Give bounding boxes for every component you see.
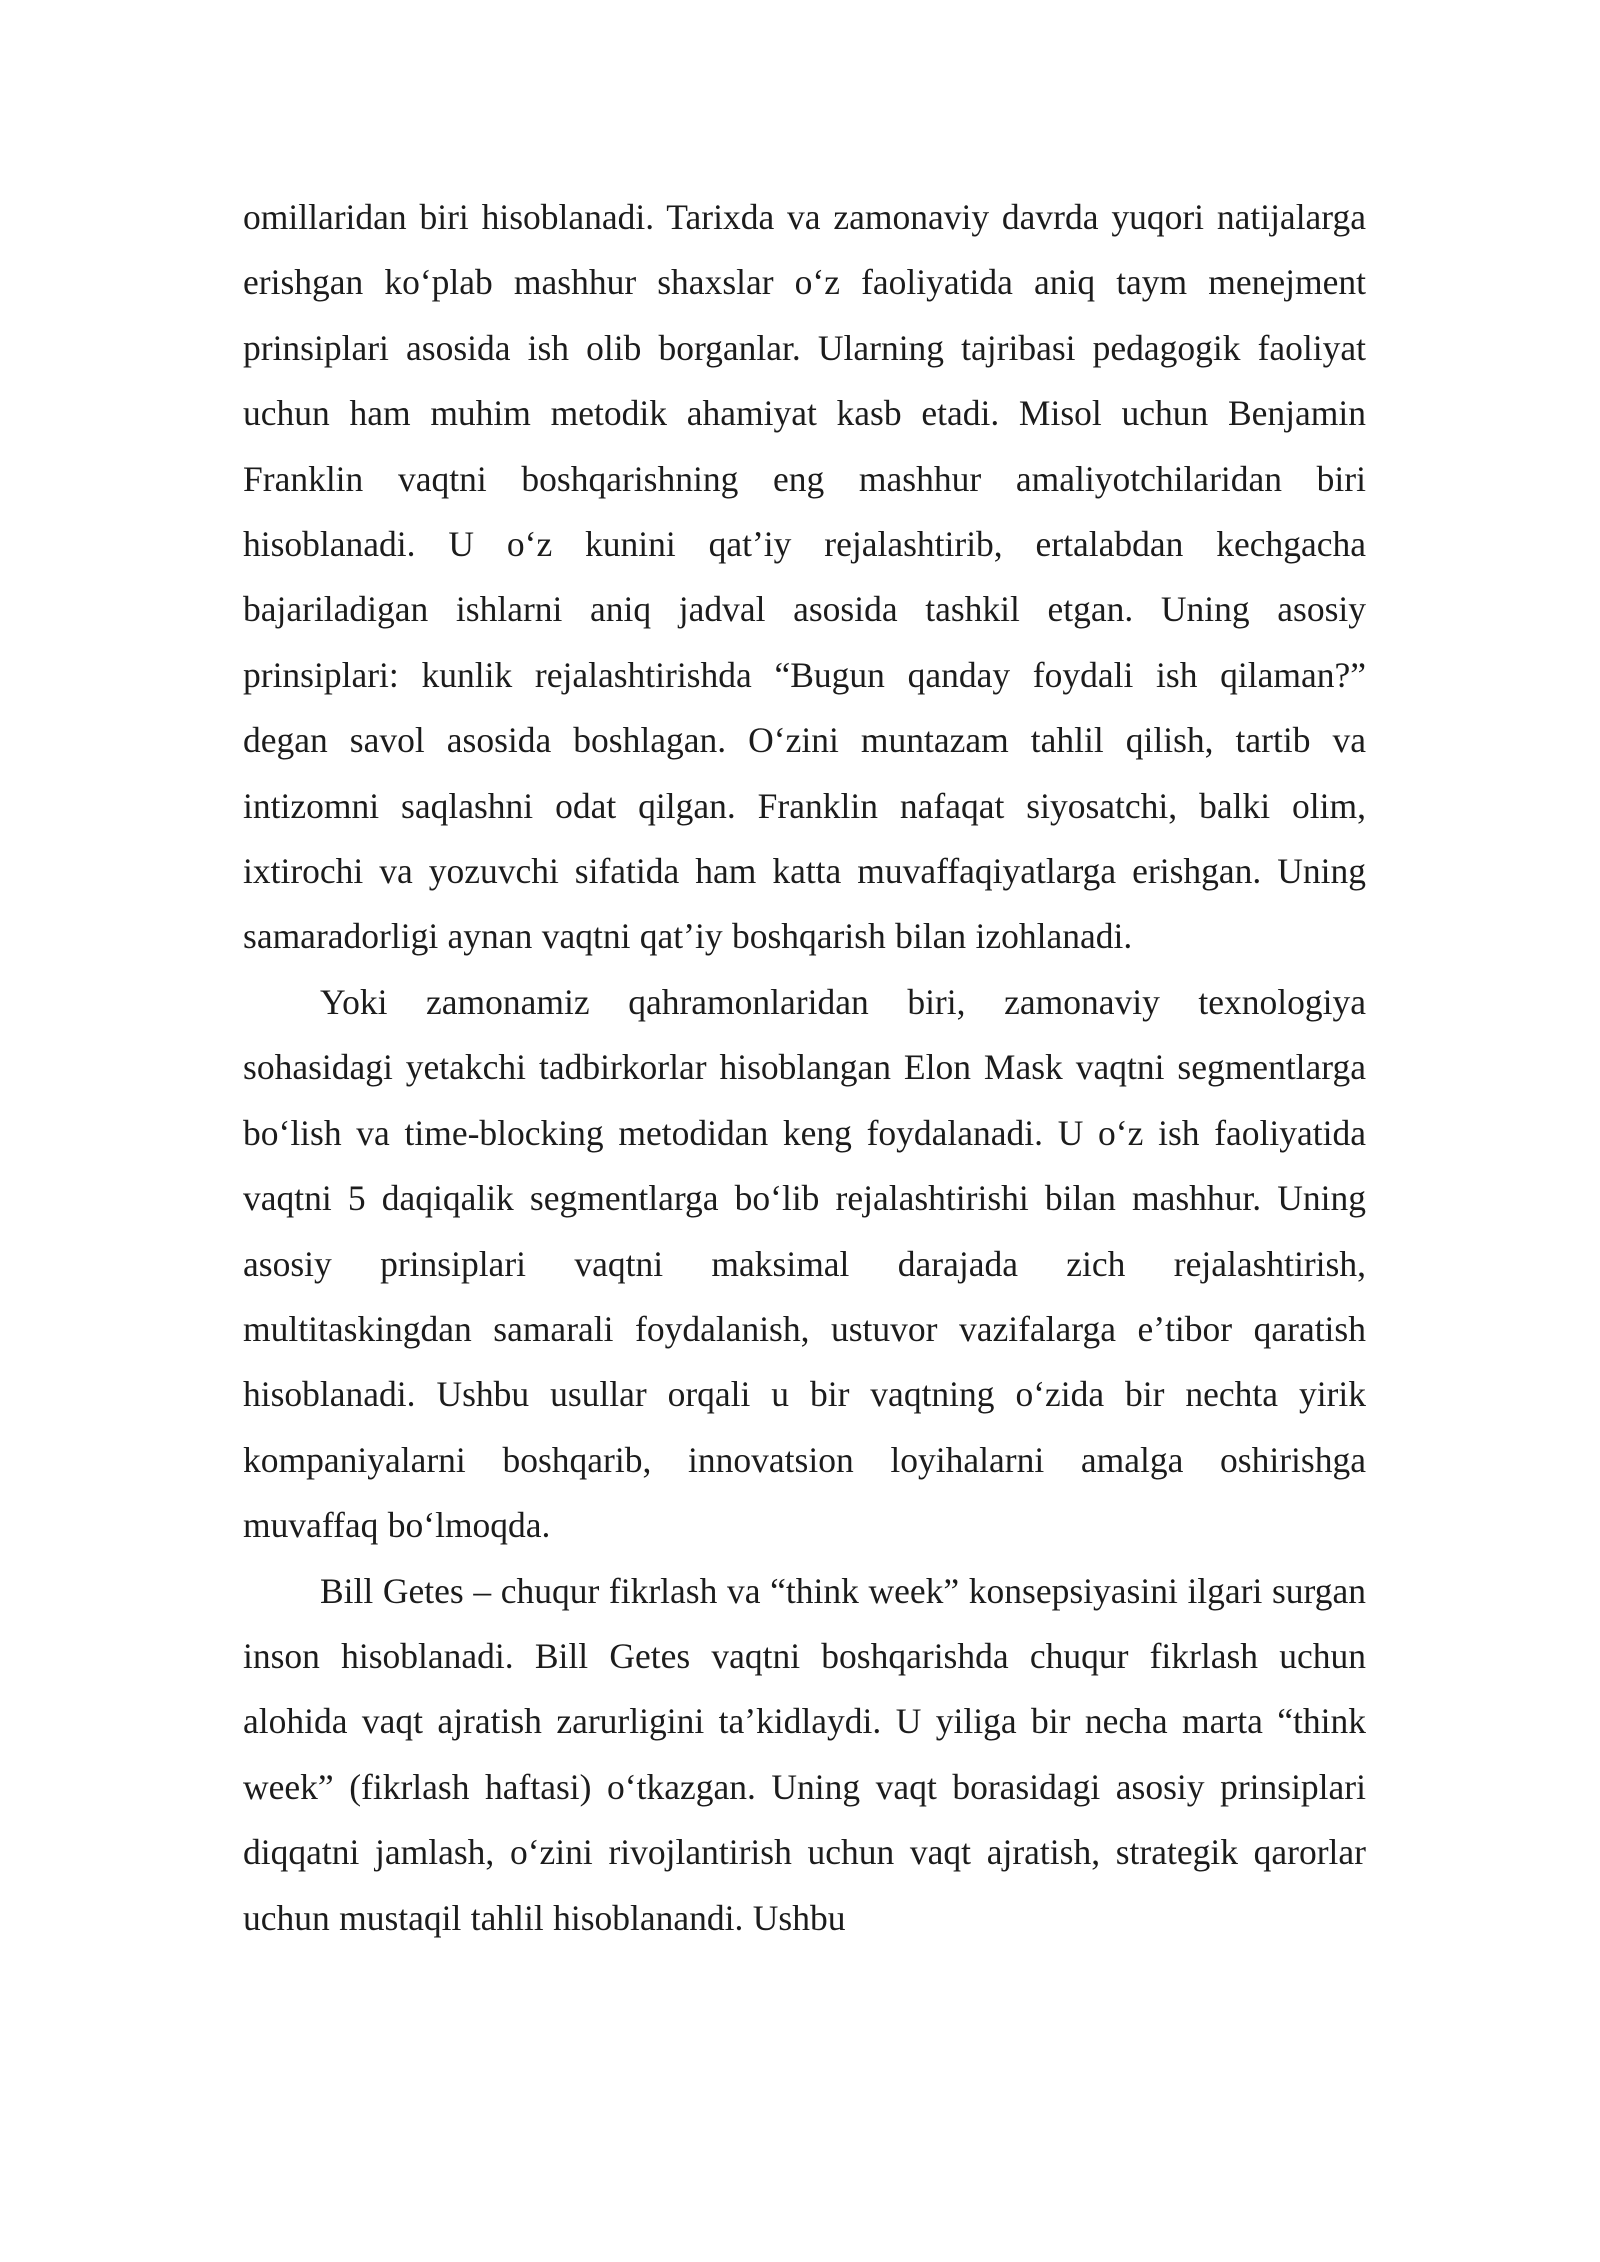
- paragraph-franklin: omillaridan biri hisoblanadi. Tarixda va zamonaviy davrda yuqori natijalarga erishgan koʻplab mashhur shaxslar oʻz faoliyatida aniq taym menejment prinsiplari asosida ish olib borganlar. Ularning tajribasi pedagogik faoliyat uchun ham muhim metodik ahamiyat kasb etadi. Misol uchun Benjamin Franklin vaqtni boshqarishning eng mashhur amaliyotchilaridan biri hisoblanadi. U oʻz kunini qatʼiy rejalashtirib, ertalabdan kechgacha bajariladigan ishlarni aniq jadval asosida tashkil etgan. Uning asosiy prinsiplari: kunlik rejalashtirishda “Bugun qanday foydali ish qilaman?” degan savol asosida boshlagan. Oʻzini muntazam tahlil qilish, tartib va intizomni saqlashni odat qilgan. Franklin nafaqat siyosatchi, balki olim, ixtirochi va yozuvchi sifatida ham katta muvaffaqiyatlarga erishgan. Uning samaradorligi aynan vaqtni qatʼiy boshqarish bilan izohlanadi.: [243, 197, 1366, 957]
- paragraph-elon-mask: Yoki zamonamiz qahramonlaridan biri, zamonaviy texnologiya sohasidagi yetakchi tadbirkorlar hisoblangan Elon Mask vaqtni segmentlarga boʻlish va time-blocking metodidan keng foydalanadi. U oʻz ish faoliyatida vaqtni 5 daqiqalik segmentlarga boʻlib rejalashtirishi bilan mashhur. Uning asosiy prinsiplari vaqtni maksimal darajada zich rejalashtirish, multitaskingdan samarali foydalanish, ustuvor vazifalarga eʼtibor qaratish hisoblanadi. Ushbu usullar orqali u bir vaqtning oʻzida bir nechta yirik kompaniyalarni boshqarib, innovatsion loyihalarni amalga oshirishga muvaffaq boʻlmoqda.: [243, 981, 1366, 1546]
- paragraph-bill-getes: Bill Getes – chuqur fikrlash va “think week” konsepsiyasini ilgari surgan inson hisoblanadi. Bill Getes vaqtni boshqarishda chuqur fikrlash uchun alohida vaqt ajratish zarurligini taʼkidlaydi. U yiliga bir necha marta “think week” (fikrlash haftasi) oʻtkazgan. Uning vaqt borasidagi asosiy prinsiplari diqqatni jamlash, oʻzini rivojlantirish uchun vaqt ajratish, strategik qarorlar uchun mustaqil tahlil hisoblanandi. Ushbu: [243, 1570, 1366, 1938]
- body-text: [243, 185, 1366, 1951]
